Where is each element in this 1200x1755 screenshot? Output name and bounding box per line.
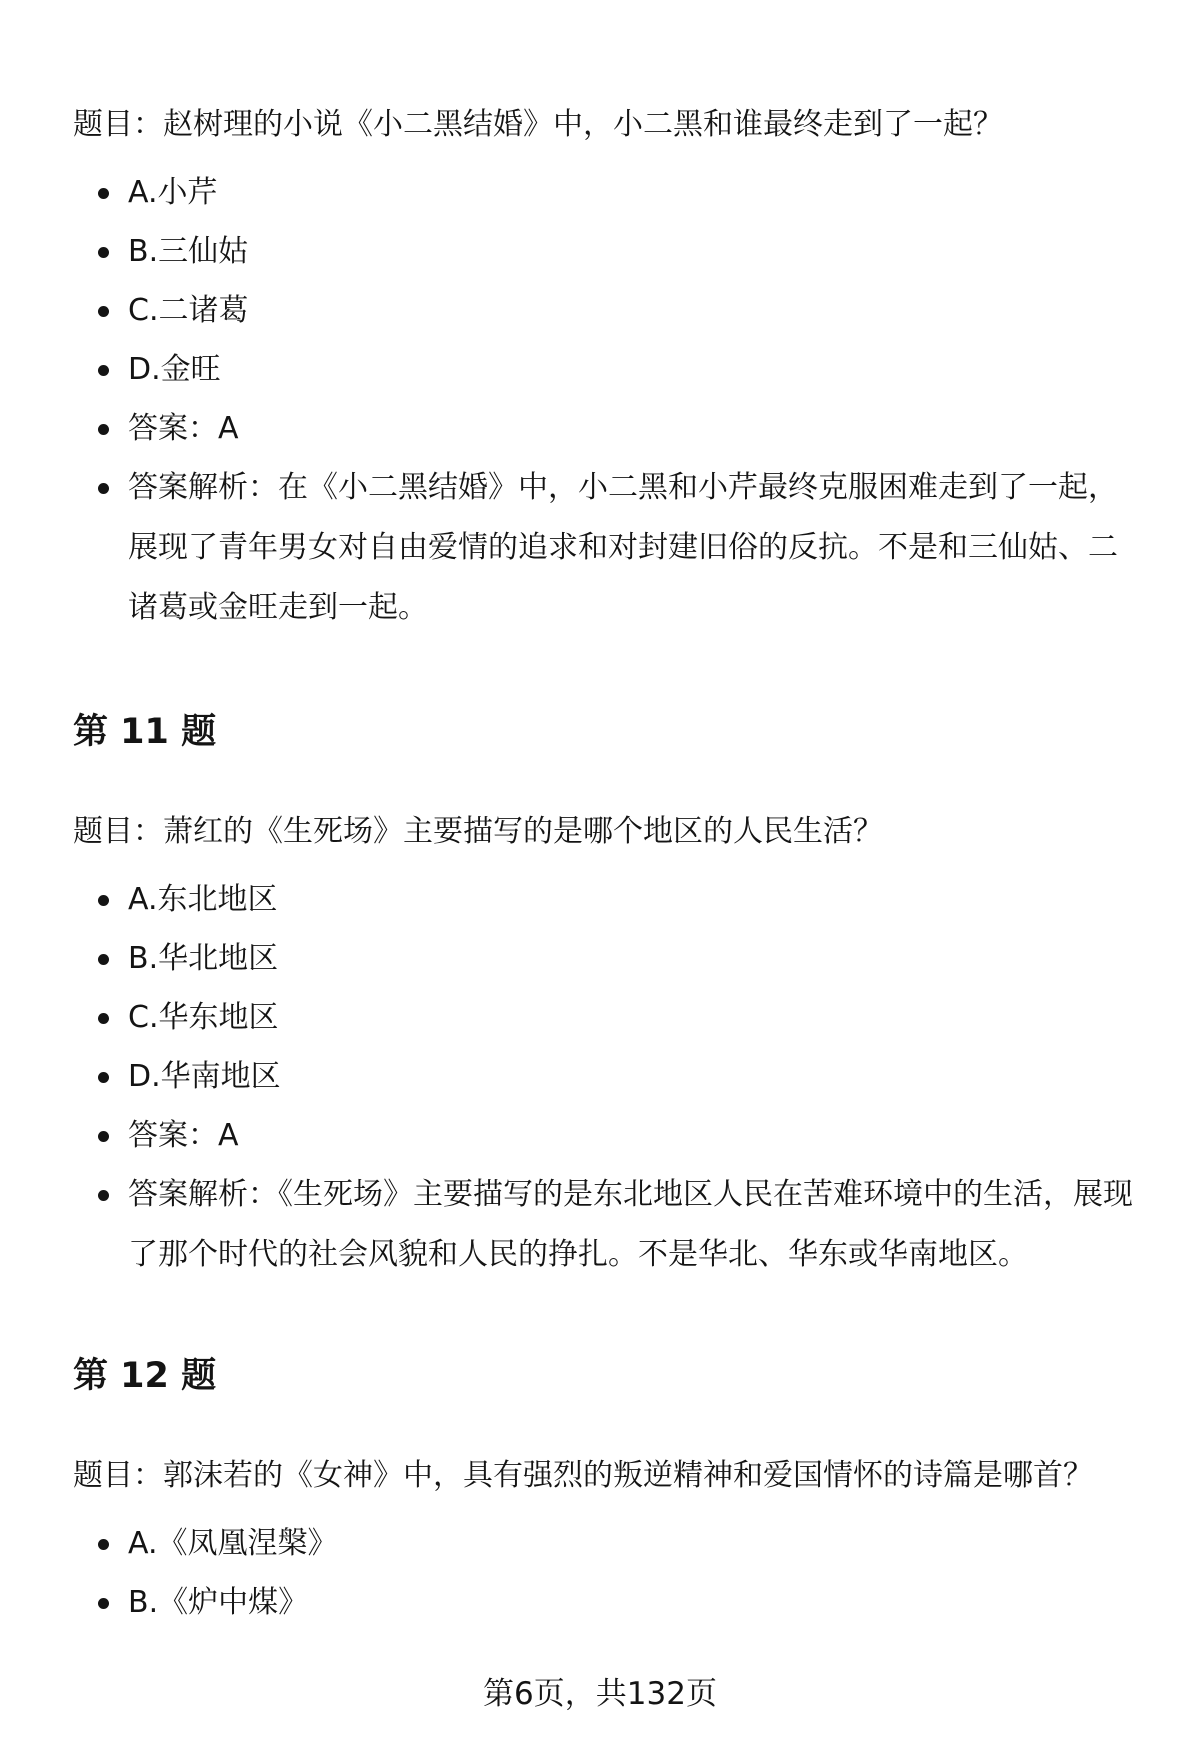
answer: 答案：A xyxy=(0,409,1200,449)
option-c: C.华东地区 xyxy=(0,998,1200,1038)
question-11-heading: 第 11 题 xyxy=(73,712,217,752)
question-12-text: 题目：郭沫若的《女神》中，具有强烈的叛逆精神和爱国情怀的诗篇是哪首？ xyxy=(73,1458,1093,1493)
question-12-options xyxy=(0,1524,1200,1642)
question-12-heading: 第 12 题 xyxy=(73,1356,217,1396)
answer-explanation: 答案解析：《生死场》主要描写的是东北地区人民在苦难环境中的生活，展现了那个时代的社会风貌和人民的挣扎。不是华北、华东或华南地区。 xyxy=(0,1165,1200,1285)
option-a: A.《凤凰涅槃》 xyxy=(0,1524,1200,1564)
question-10-text: 题目：赵树理的小说《小二黑结婚》中，小二黑和谁最终走到了一起？ xyxy=(73,107,1003,142)
page-number-footer: 第6页，共132页 xyxy=(483,1676,717,1712)
option-d: D.华南地区 xyxy=(0,1057,1200,1097)
option-c: C.二诸葛 xyxy=(0,291,1200,331)
option-b: B.三仙姑 xyxy=(0,232,1200,272)
option-b: B.华北地区 xyxy=(0,939,1200,979)
option-d: D.金旺 xyxy=(0,350,1200,390)
option-a: A.小芹 xyxy=(0,173,1200,213)
option-a: A.东北地区 xyxy=(0,880,1200,920)
question-11-options xyxy=(0,880,1200,1304)
answer-explanation: 答案解析：在《小二黑结婚》中，小二黑和小芹最终克服困难走到了一起，展现了青年男女对自由爱情的追求和对封建旧俗的反抗。不是和三仙姑、二诸葛或金旺走到一起。 xyxy=(0,458,1200,638)
question-11-text: 题目：萧红的《生死场》主要描写的是哪个地区的人民生活？ xyxy=(73,814,883,849)
option-b: B.《炉中煤》 xyxy=(0,1583,1200,1623)
question-10-options xyxy=(0,173,1200,657)
answer: 答案：A xyxy=(0,1116,1200,1156)
